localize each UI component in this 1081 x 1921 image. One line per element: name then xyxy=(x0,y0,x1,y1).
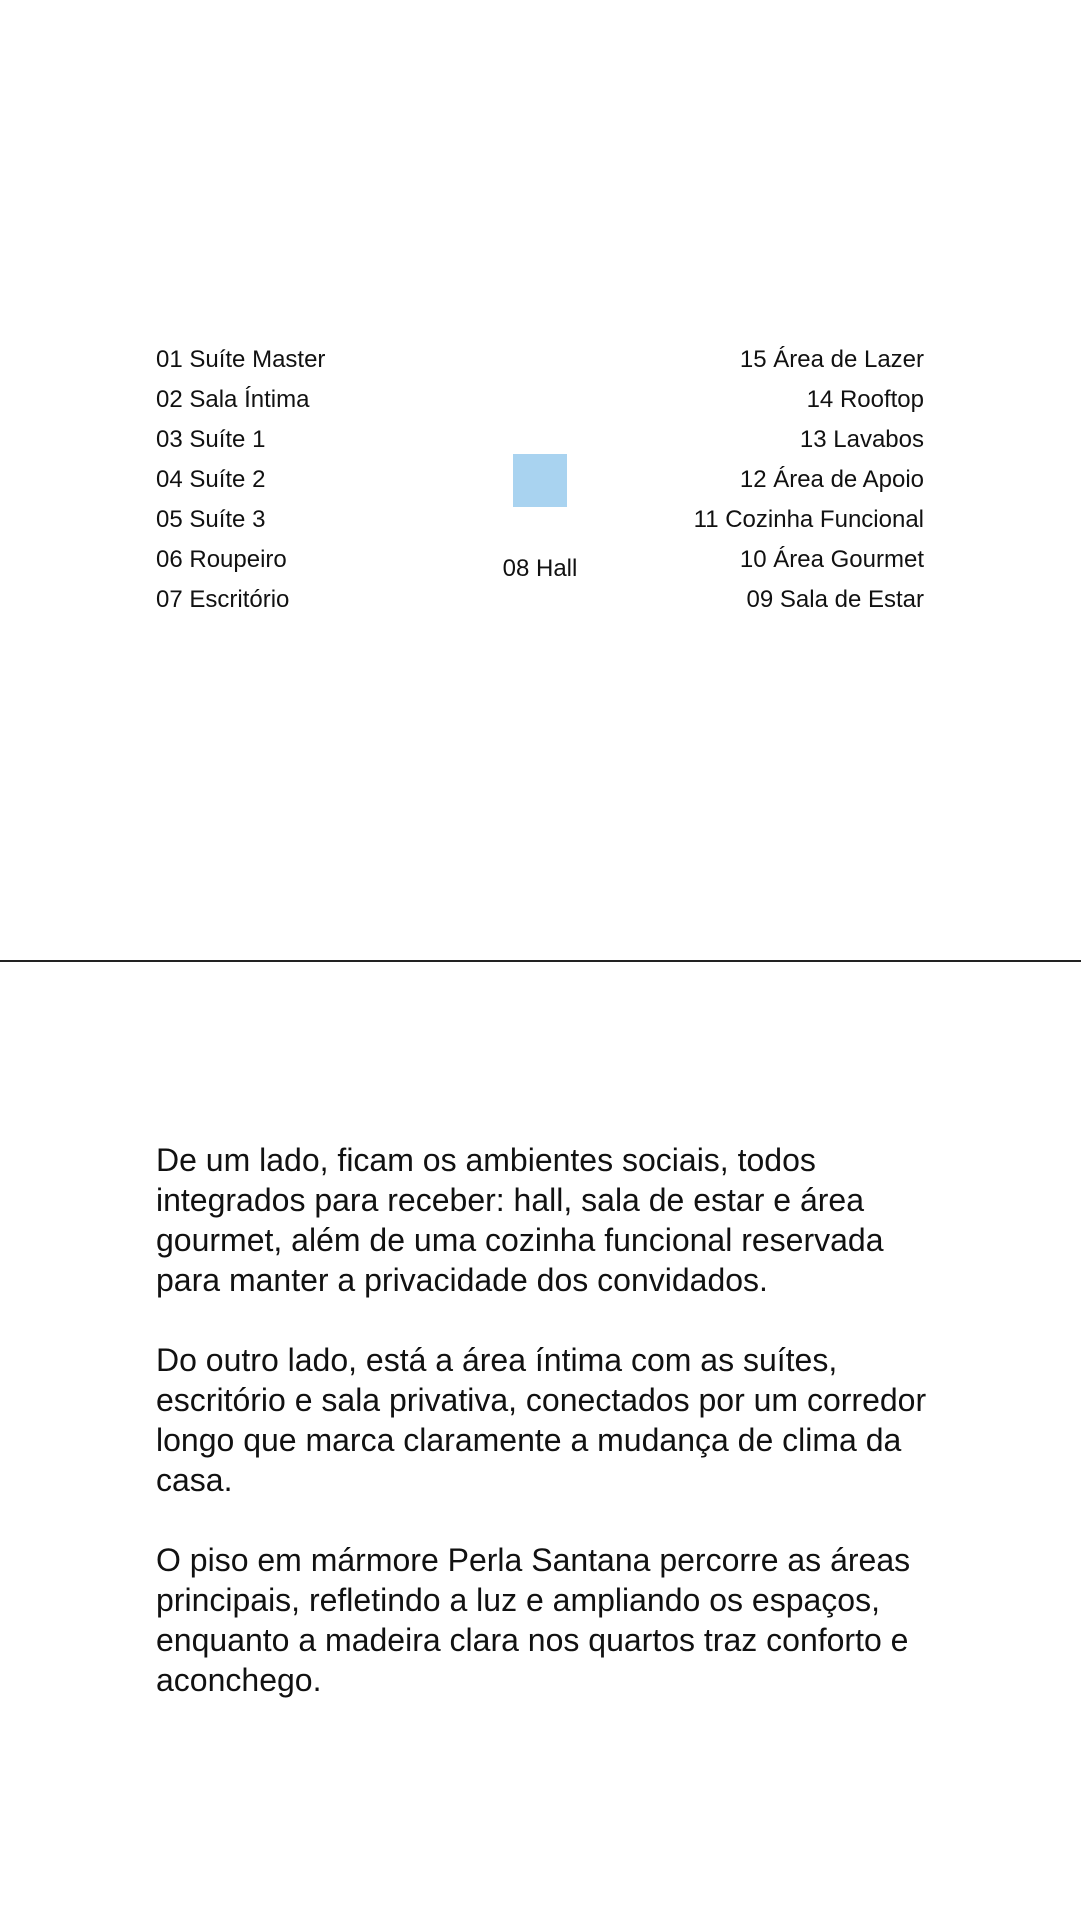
legend-item-escritorio: 07 Escritório xyxy=(156,586,290,613)
legend-item-area-de-apoio: 12 Área de Apoio xyxy=(739,466,924,493)
legend-item-suite-1: 03 Suíte 1 xyxy=(156,426,266,453)
legend-right-column xyxy=(694,340,924,620)
legend-item-sala-intima: 02 Sala Íntima xyxy=(156,386,310,413)
paragraph-social-areas: De um lado, ficam os ambientes sociais, todos integrados para receber: hall, sala de estar e área gourmet, além de uma cozinha funcional reservada para manter a privacidade dos convidados. xyxy=(156,1142,884,1298)
legend-item-sala-de-estar: 09 Sala de Estar xyxy=(746,586,924,613)
legend-item-rooftop: 14 Rooftop xyxy=(806,386,924,413)
legend-item-area-de-lazer: 15 Área de Lazer xyxy=(739,346,924,373)
section-divider xyxy=(0,960,1081,962)
legend-item-suite-3: 05 Suíte 3 xyxy=(156,506,266,533)
legend-item-suite-master: 01 Suíte Master xyxy=(156,346,326,373)
paragraph-private-areas: Do outro lado, está a área íntima com as suítes, escritório e sala privativa, conectados por um corredor longo que marca claramente a mudança de clima da casa. xyxy=(156,1342,927,1498)
legend-left-column xyxy=(156,340,325,620)
legend-item-area-gourmet: 10 Área Gourmet xyxy=(739,546,924,573)
paragraph-materials: O piso em mármore Perla Santana percorre as áreas principais, refletindo a luz e ampliando os espaços, enquanto a madeira clara nos quartos traz conforto e aconchego. xyxy=(156,1542,911,1698)
legend-item-roupeiro: 06 Roupeiro xyxy=(156,546,287,573)
hall-color-swatch xyxy=(513,454,567,507)
legend-item-cozinha-funcional: 11 Cozinha Funcional xyxy=(693,506,924,533)
legend-item-hall: 08 Hall xyxy=(502,555,578,582)
description-text xyxy=(156,1140,946,1740)
legend-item-lavabos: 13 Lavabos xyxy=(799,426,924,453)
legend-item-suite-2: 04 Suíte 2 xyxy=(156,466,266,493)
